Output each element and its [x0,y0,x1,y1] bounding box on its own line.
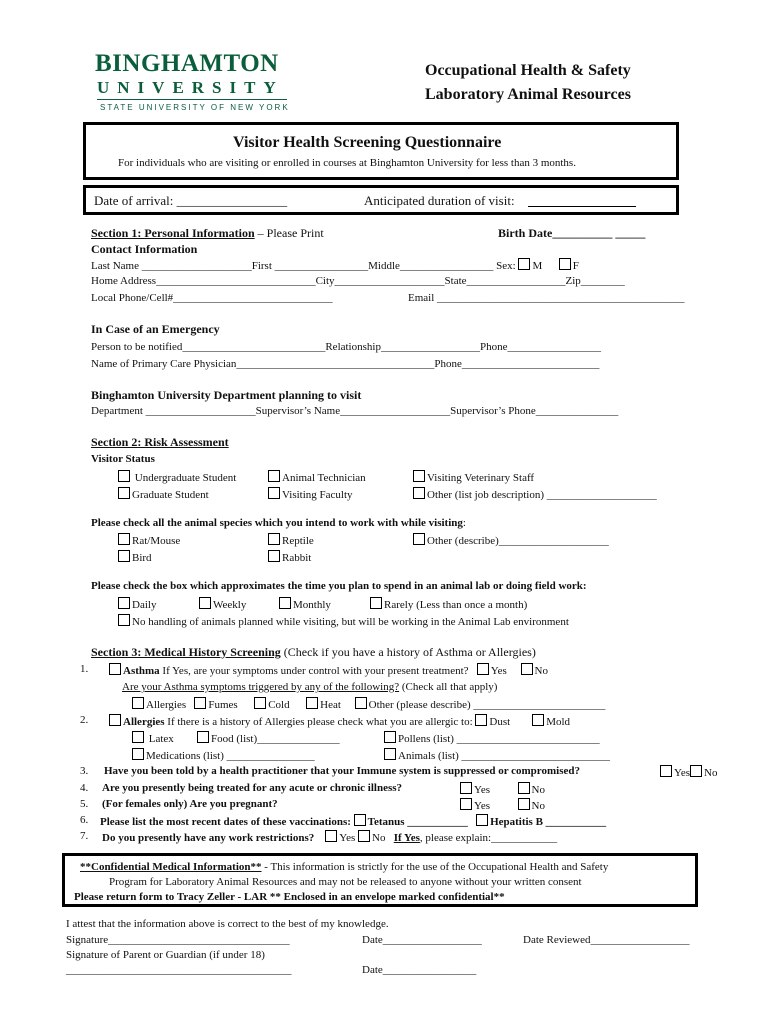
status-faculty[interactable] [268,487,353,501]
option-label: Monthly [293,599,331,611]
sex-male-label: M [532,260,543,272]
checkbox[interactable] [197,731,209,743]
option-label: Rarely (Less than once a month) [384,599,528,611]
q3-question: Have you been told by a health practitioner that your Immune system is suppressed or compromised? [104,765,580,777]
checkbox[interactable] [268,550,280,562]
q2-row[interactable] [109,714,570,728]
triggers-row [122,681,497,693]
q4-number: 4. [80,782,89,794]
q7-question: Do you presently have any work restrictions? [102,832,315,844]
option-label: Allergies [146,699,187,711]
emergency-heading: In Case of an Emergency [91,322,220,336]
form-subtitle: For individuals who are visiting or enrolled in courses at Binghamton University for less than 3 months. [118,157,576,169]
tetanus-label: Tetanus ___________ [367,816,468,828]
q1-row[interactable] [109,663,548,677]
name-row[interactable] [91,258,579,272]
checkbox[interactable] [306,697,318,709]
option-label: Rat/Mouse [132,535,181,547]
status-grad[interactable] [118,487,209,501]
q6-number: 6. [80,814,89,826]
no-checkbox[interactable] [358,830,370,842]
yes-label: Yes [674,767,691,779]
checkbox[interactable] [384,731,396,743]
checkbox[interactable] [268,470,280,482]
checkbox[interactable] [132,697,144,709]
allergies-question: If there is a history of Allergies please check what you are allergic to: [164,716,473,728]
tetanus-checkbox[interactable] [354,814,366,826]
checkbox[interactable] [132,748,144,760]
species-rat[interactable] [118,533,180,547]
allergies-checkbox[interactable] [109,714,121,726]
q5-answers[interactable] [460,798,545,812]
department-row[interactable]: Department ____________________Supervisor’s Name____________________Supervisor’s Phone_______________ [91,405,619,417]
checkbox[interactable] [279,597,291,609]
physician-row[interactable]: Name of Primary Care Physician____________________________________Phone_________________________ [91,358,600,370]
option-label: Other (describe)____________________ [427,535,609,547]
option-label: Undergraduate Student [134,472,237,484]
no-checkbox[interactable] [690,765,702,777]
form-title: Visitor Health Screening Questionnaire [233,134,502,151]
guardian-label: Signature of Parent or Guardian (if under 18) [66,949,265,961]
yes-checkbox[interactable] [325,830,337,842]
visit-duration-field[interactable] [528,206,636,207]
section1-heading-row [91,226,324,241]
contact-info-heading: Contact Information [91,242,198,256]
department-heading: Binghamton University Department planning to visit [91,388,362,402]
section3-heading: Section 3: Medical History Screening [91,645,281,659]
hepatitis-label: Hepatitis B ___________ [490,816,607,828]
name-fields[interactable]: Last Name ____________________First _________________Middle_________________ Sex: [91,260,516,272]
option-label: Heat [320,699,341,711]
attest-statement: I attest that the information above is correct to the best of my knowledge. [66,918,389,930]
q2-number: 2. [80,714,89,726]
option-label: Dust [489,716,511,728]
option-label: Reptile [282,535,314,547]
time-weekly[interactable] [199,597,246,611]
species-other[interactable] [413,533,609,547]
sex-male-checkbox[interactable] [518,258,530,270]
checkbox[interactable] [194,697,206,709]
email-field[interactable]: Email _____________________________________________ [408,292,685,304]
time-monthly[interactable] [279,597,331,611]
asthma-label: Asthma [123,665,160,677]
q3-number: 3. [80,765,89,777]
checkbox[interactable] [118,470,130,482]
checkbox[interactable] [268,487,280,499]
checkbox[interactable] [413,470,425,482]
logo-divider [97,99,287,100]
option-label: Other (list job description) ____________________ [427,489,657,501]
checkbox[interactable] [413,533,425,545]
checkbox[interactable] [199,597,211,609]
q3-answers[interactable] [660,765,717,779]
option-label: Animals (list) ___________________________ [398,750,611,762]
checkbox[interactable] [413,487,425,499]
allergy-food[interactable] [197,731,340,745]
status-other[interactable] [413,487,657,501]
status-animal-tech[interactable] [268,470,366,484]
time-rarely[interactable] [370,597,527,611]
section1-print-note: – Please Print [254,226,324,240]
confidential-line-2: Program for Laboratory Animal Resources and may not be released to anyone without your written consent [109,876,582,888]
asthma-question: If Yes, are your symptoms under control with your present treatment? [159,665,469,677]
visitor-status-heading: Visitor Status [91,453,155,465]
checkbox[interactable] [132,731,144,743]
allergy-medications[interactable] [132,748,315,762]
confidential-label: **Confidential Medical Information** [80,861,262,873]
option-label: Weekly [213,599,247,611]
checkbox[interactable] [475,714,487,726]
logo-title: BINGHAMTON [95,50,279,77]
checkbox[interactable] [118,550,130,562]
no-checkbox[interactable] [518,798,530,810]
option-label: Visiting Faculty [282,489,353,501]
yes-label: Yes [339,832,356,844]
no-handling[interactable] [118,614,569,628]
triggers-note: (Check all that apply) [399,681,498,693]
allergies-label: Allergies [123,716,165,728]
option-label: Medications (list) ________________ [146,750,315,762]
q4-question: Are you presently being treated for any acute or chronic illness? [102,782,403,794]
date-field[interactable]: Date__________________ [362,934,482,946]
checkbox[interactable] [118,487,130,499]
logo-tagline: STATE UNIVERSITY OF NEW YORK [100,103,290,112]
checkbox[interactable] [118,533,130,545]
yes-checkbox[interactable] [660,765,672,777]
q5-question: (For females only) Are you pregnant? [102,798,278,810]
section3-note: (Check if you have a history of Asthma or Allergies) [280,645,536,659]
no-checkbox[interactable] [521,663,533,675]
species-question: Please check all the animal species which you intend to work with while visiting: [91,517,466,529]
header-line-1: Occupational Health & Safety [425,62,631,79]
asthma-checkbox[interactable] [109,663,121,675]
option-label: Other (please describe) ________________________ [368,699,606,711]
option-label: Cold [268,699,290,711]
allergy-pollens[interactable] [384,731,600,745]
sex-female-checkbox[interactable] [559,258,571,270]
trigger-options[interactable] [132,697,605,711]
option-label: Food (list)_______________ [211,733,340,745]
checkbox[interactable] [370,597,382,609]
q7-row[interactable] [102,830,557,844]
species-rabbit[interactable] [268,550,311,564]
visit-duration-label: Anticipated duration of visit: [364,193,515,208]
section2-heading: Section 2: Risk Assessment [91,435,229,449]
option-label: Daily [132,599,157,611]
q4-answers[interactable] [460,782,545,796]
guardian-signature-field[interactable]: _________________________________________ [66,964,292,976]
checkbox[interactable] [118,614,130,626]
checkbox[interactable] [355,697,367,709]
header-line-2: Laboratory Animal Resources [425,86,631,103]
no-label: No [531,784,545,796]
checkbox[interactable] [254,697,266,709]
checkbox[interactable] [532,714,544,726]
yes-label: Yes [474,800,491,812]
return-instructions: Please return form to Tracy Zeller - LAR ** Enclosed in an envelope marked confidential** [74,891,505,903]
signature-field[interactable]: Signature_________________________________ [66,934,290,946]
section3-heading-row [91,645,536,660]
no-label: No [372,832,386,844]
option-label: Latex [148,733,174,745]
emergency-contact-row[interactable]: Person to be notified__________________________Relationship__________________Phone_________________ [91,341,601,353]
yes-label: Yes [490,665,507,677]
if-yes-label: If Yes [393,832,420,844]
checkbox[interactable] [268,533,280,545]
option-label: Fumes [208,699,238,711]
status-undergrad[interactable] [118,470,236,484]
option-label: Pollens (list) __________________________ [398,733,600,745]
confidential-text: - This information is strictly for the use of the Occupational Health and Safety [261,861,609,873]
confidential-line-1 [80,861,608,873]
species-reptile[interactable] [268,533,314,547]
address-row[interactable]: Home Address_____________________________City____________________State__________________Zip________ [91,275,625,287]
option-label: Graduate Student [132,489,209,501]
yes-checkbox[interactable] [477,663,489,675]
phone-field[interactable]: Local Phone/Cell#_____________________________ [91,292,333,304]
logo-subtitle: UNIVERSITY [97,78,284,97]
status-vet-staff[interactable] [413,470,534,484]
guardian-date-field[interactable]: Date_________________ [362,964,477,976]
triggers-question: Are your Asthma symptoms triggered by any of the following? [122,681,400,693]
sex-female-label: F [572,260,579,272]
q6-row[interactable] [100,814,606,828]
allergy-animals[interactable] [384,748,610,762]
option-label: Rabbit [282,552,312,564]
no-label: No [704,767,718,779]
yes-checkbox[interactable] [460,798,472,810]
option-label: Bird [132,552,152,564]
hepatitis-checkbox[interactable] [476,814,488,826]
checkbox[interactable] [118,597,130,609]
arrival-date-field[interactable]: Date of arrival: _________________ [94,193,288,208]
time-question: Please check the box which approximates the time you plan to spend in an animal lab or doing field work: [91,580,587,592]
yes-checkbox[interactable] [460,782,472,794]
q5-number: 5. [80,798,89,810]
option-label: No handling of animals planned while visiting, but will be working in the Animal Lab environment [132,616,569,628]
q7-number: 7. [80,830,89,842]
no-label: No [534,665,548,677]
date-reviewed-field[interactable]: Date Reviewed__________________ [523,934,690,946]
q7-explain-field[interactable]: , please explain:____________ [419,832,558,844]
time-daily[interactable] [118,597,156,611]
q1-number: 1. [80,663,89,675]
no-label: No [531,800,545,812]
no-checkbox[interactable] [518,782,530,794]
q6-question: Please list the most recent dates of these vaccinations: [100,816,351,828]
species-bird[interactable] [118,550,152,564]
option-label: Visiting Veterinary Staff [427,472,535,484]
option-label: Animal Technician [282,472,366,484]
species-question-text: Please check all the animal species which you intend to work with while visiting [91,517,463,529]
birth-date-field[interactable]: Birth Date__________ _____ [498,226,646,240]
option-label: Mold [546,716,571,728]
section1-heading: Section 1: Personal Information [91,226,255,240]
allergy-latex[interactable] [132,731,174,745]
yes-label: Yes [474,784,491,796]
checkbox[interactable] [384,748,396,760]
